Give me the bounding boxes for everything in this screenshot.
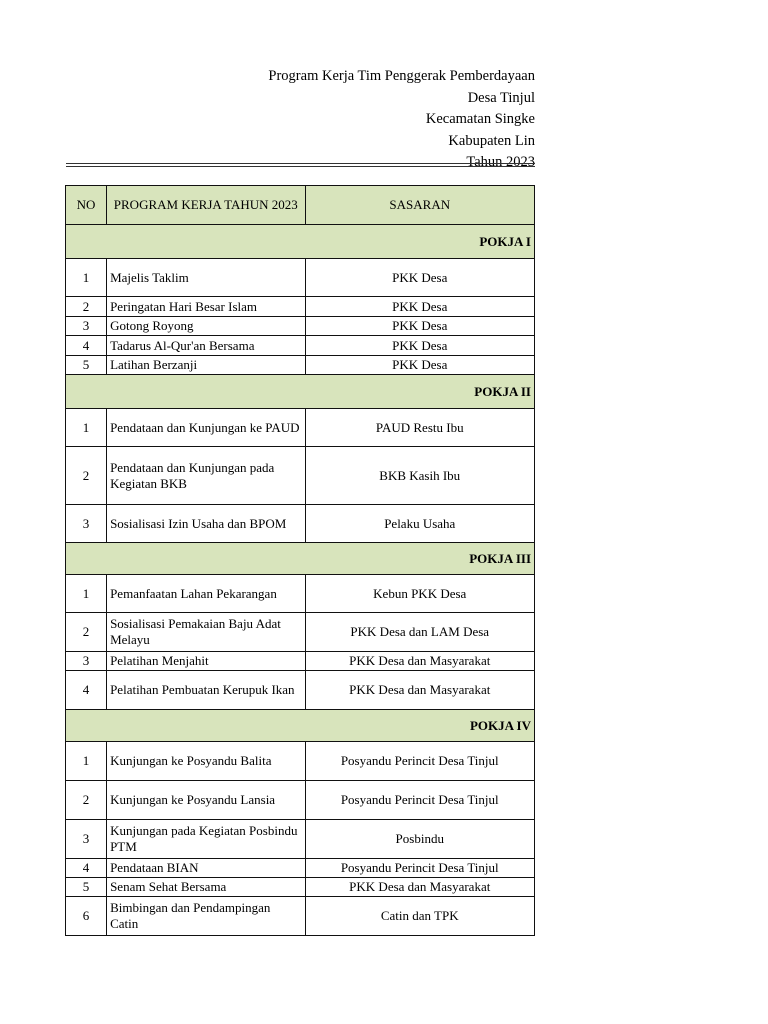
column-header-no: NO [66,186,107,225]
sasaran-cell: PKK Desa [305,356,535,375]
row-number: 4 [66,859,107,878]
table-row [66,820,535,859]
row-number: 1 [66,409,107,447]
table-row [66,878,535,897]
sasaran-cell: Posyandu Perincit Desa Tinjul [305,781,535,820]
program-cell: Peringatan Hari Besar Islam [107,297,305,317]
header-divider-double [66,166,535,167]
sasaran-cell: PKK Desa dan Masyarakat [305,671,535,710]
program-cell: Bimbingan dan Pendampingan Catin [107,897,305,936]
table-row [66,505,535,543]
row-number: 2 [66,297,107,317]
sasaran-cell: Kebun PKK Desa [305,575,535,613]
sasaran-cell: Posyandu Perincit Desa Tinjul [305,742,535,781]
program-cell: Pelatihan Menjahit [107,652,305,671]
table-row [66,356,535,375]
sasaran-cell: PKK Desa [305,297,535,317]
pokja-section-row [66,710,535,742]
header-district: Kecamatan Singke [425,111,535,127]
program-cell: Majelis Taklim [107,259,305,297]
sasaran-cell: Catin dan TPK [305,897,535,936]
pokja-section-title: POKJA IV [66,710,535,742]
row-number: 4 [66,671,107,710]
row-number: 3 [66,652,107,671]
document-header [200,66,535,174]
table-row [66,671,535,710]
header-title: Program Kerja Tim Penggerak Pemberdayaan [268,68,535,84]
sasaran-cell: Posbindu [305,820,535,859]
program-cell: Gotong Royong [107,317,305,336]
table-row [66,652,535,671]
sasaran-cell: PKK Desa dan Masyarakat [305,652,535,671]
row-number: 4 [66,336,107,356]
pokja-section-row [66,225,535,259]
header-divider [66,163,535,164]
program-cell: Kunjungan ke Posyandu Balita [107,742,305,781]
pokja-section-title: POKJA I [66,225,535,259]
program-cell: Senam Sehat Bersama [107,878,305,897]
column-header-program: PROGRAM KERJA TAHUN 2023 [107,186,305,225]
header-regency: Kabupaten Lin [448,132,535,149]
program-cell: Tadarus Al-Qur'an Bersama [107,336,305,356]
table-row [66,336,535,356]
sasaran-cell: BKB Kasih Ibu [305,447,535,505]
program-cell: Sosialisasi Pemakaian Baju Adat Melayu [107,613,305,652]
row-number: 2 [66,447,107,505]
table-row [66,409,535,447]
program-cell: Pendataan dan Kunjungan pada Kegiatan BKB [107,447,305,505]
row-number: 3 [66,820,107,859]
program-cell: Kunjungan ke Posyandu Lansia [107,781,305,820]
row-number: 2 [66,613,107,652]
table-row [66,575,535,613]
pokja-section-title: POKJA III [66,543,535,575]
pokja-section-title: POKJA II [66,375,535,409]
pokja-section-row [66,543,535,575]
table-row [66,259,535,297]
row-number: 3 [66,317,107,336]
header-year: Tahun 2023 [466,154,535,170]
program-cell: Kunjungan pada Kegiatan Posbindu PTM [107,820,305,859]
header-village: Desa Tinjul [467,89,535,106]
program-cell: Pendataan BIAN [107,859,305,878]
program-cell: Sosialisasi Izin Usaha dan BPOM [107,505,305,543]
program-cell: Pendataan dan Kunjungan ke PAUD [107,409,305,447]
table-row [66,447,535,505]
column-header-sasaran: SASARAN [305,186,535,225]
pokja-section-row [66,375,535,409]
row-number: 5 [66,878,107,897]
table-row [66,613,535,652]
sasaran-cell: PKK Desa dan LAM Desa [305,613,535,652]
row-number: 1 [66,575,107,613]
table-header-row [66,186,535,225]
row-number: 2 [66,781,107,820]
sasaran-cell: PKK Desa [305,317,535,336]
table-row [66,317,535,336]
sasaran-cell: Posyandu Perincit Desa Tinjul [305,859,535,878]
program-table [65,185,535,936]
table-row [66,897,535,936]
table-row [66,859,535,878]
table-row [66,742,535,781]
program-cell: Latihan Berzanji [107,356,305,375]
row-number: 1 [66,259,107,297]
row-number: 6 [66,897,107,936]
table-row [66,297,535,317]
table-body [66,225,535,936]
row-number: 3 [66,505,107,543]
row-number: 1 [66,742,107,781]
sasaran-cell: PKK Desa dan Masyarakat [305,878,535,897]
program-cell: Pemanfaatan Lahan Pekarangan [107,575,305,613]
sasaran-cell: PAUD Restu Ibu [305,409,535,447]
table-row [66,781,535,820]
sasaran-cell: PKK Desa [305,259,535,297]
row-number: 5 [66,356,107,375]
program-cell: Pelatihan Pembuatan Kerupuk Ikan [107,671,305,710]
sasaran-cell: Pelaku Usaha [305,505,535,543]
sasaran-cell: PKK Desa [305,336,535,356]
